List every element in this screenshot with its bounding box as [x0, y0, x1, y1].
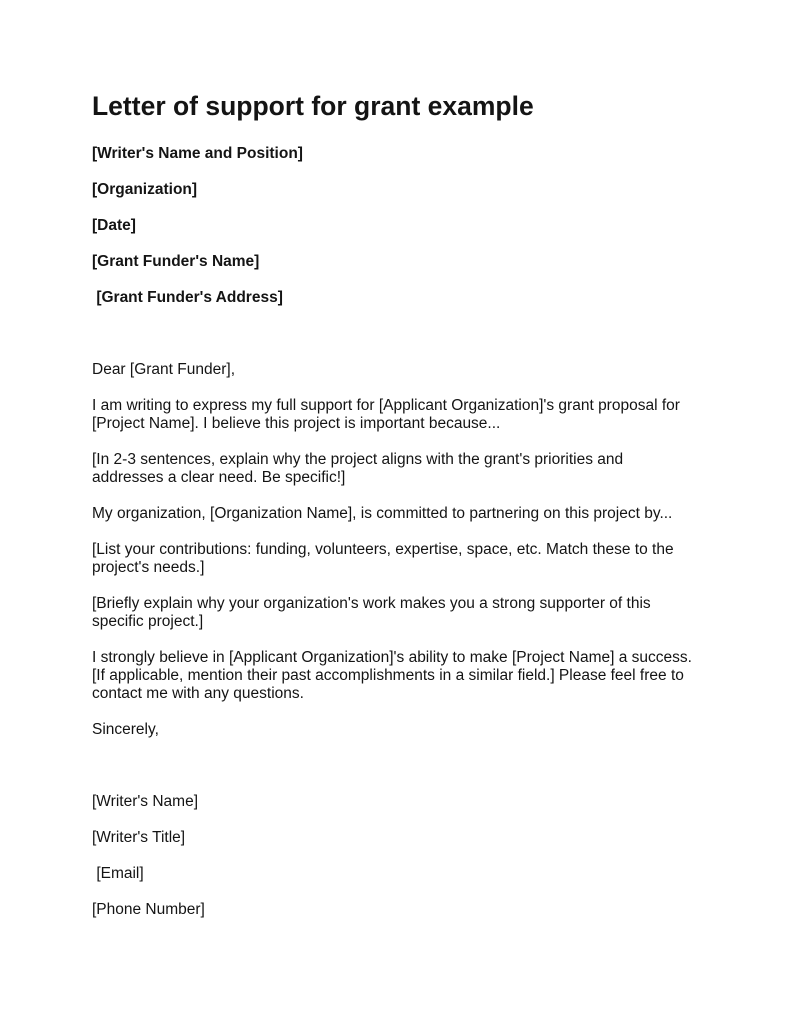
sender-name-position-line: [Writer's Name and Position]	[92, 145, 303, 162]
letter-content	[92, 91, 695, 919]
signature-title-line: [Writer's Title]	[92, 829, 186, 846]
letter-header-block	[92, 145, 695, 307]
salutation-line: Dear [Grant Funder],	[92, 361, 236, 378]
supporter-rationale-paragraph: [Briefly explain why your organization's work makes you a strong supporter of this specific project.]	[92, 595, 655, 630]
support-statement-paragraph: I am writing to express my full support for [Applicant Organization]'s grant proposal for [Project Name]. I believe this project is important because...	[92, 397, 685, 432]
signature-name-line: [Writer's Name]	[92, 793, 199, 810]
blank-line	[92, 757, 695, 793]
contributions-paragraph: [List your contributions: funding, volunteers, expertise, space, etc. Match these to the project's needs.]	[92, 541, 678, 576]
signoff-line: Sincerely,	[92, 721, 159, 738]
blank-line	[92, 325, 695, 361]
page-title: Letter of support for grant example	[92, 91, 534, 121]
signature-phone-line: [Phone Number]	[92, 901, 205, 918]
letter-body-block	[92, 361, 695, 739]
sender-organization-line: [Organization]	[92, 181, 198, 198]
funder-address-line: [Grant Funder's Address]	[92, 289, 283, 306]
signature-email-line: [Email]	[92, 865, 144, 882]
date-line: [Date]	[92, 217, 136, 234]
signature-block	[92, 793, 695, 919]
funder-name-line: [Grant Funder's Name]	[92, 253, 260, 270]
organization-commitment-paragraph: My organization, [Organization Name], is committed to partnering on this project by...	[92, 505, 673, 522]
closing-endorsement-paragraph: I strongly believe in [Applicant Organization]'s ability to make [Project Name] a success. [If applicable, mention their past accomplishments in a similar field.] Please feel free to contact me with any questions.	[92, 649, 697, 702]
project-alignment-paragraph: [In 2-3 sentences, explain why the project aligns with the grant's priorities and addresses a clear need. Be specific!]	[92, 451, 628, 486]
